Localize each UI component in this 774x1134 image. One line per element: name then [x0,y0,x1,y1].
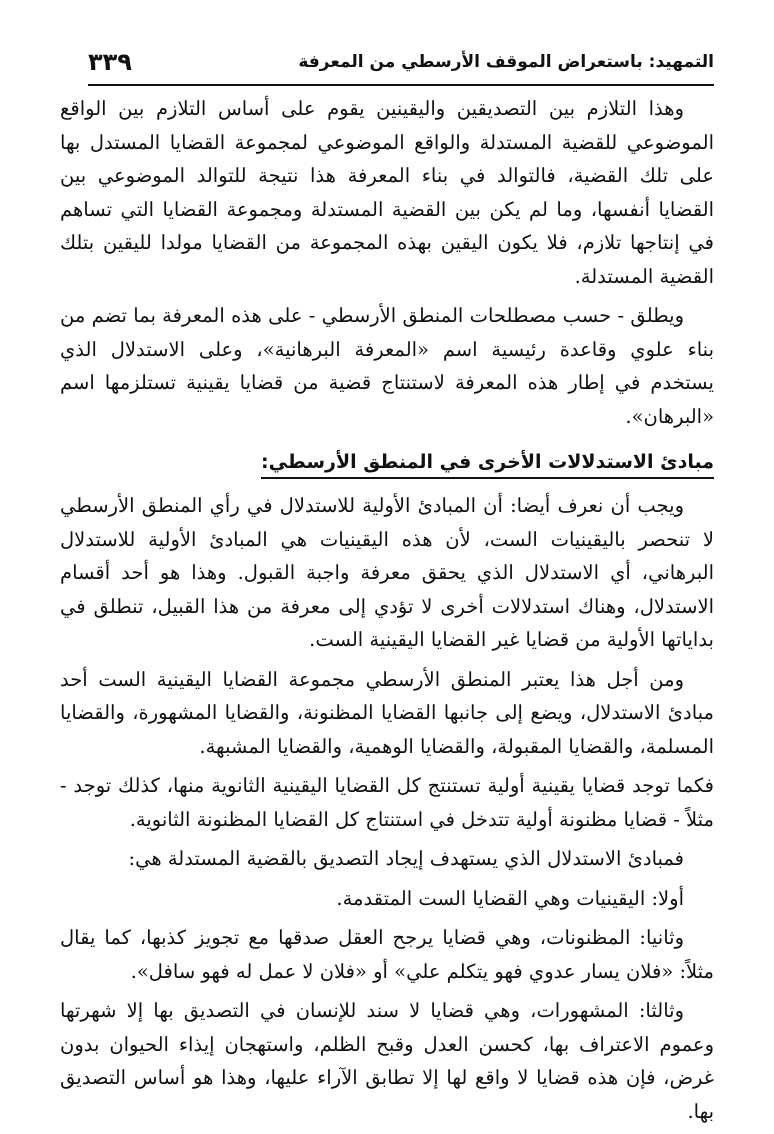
paragraph: فكما توجد قضايا يقينية أولية تستنتج كل القضايا اليقينية الثانوية منها، كذلك توجد - مثلاً - قضايا مظنونة أولية تتدخل في استنتاج كل القضايا المظنونة الثانوية. [60,774,714,831]
section-heading-wrapper [60,439,714,489]
running-header [88,40,714,86]
page-number: ٣٣٩ [88,48,132,76]
paragraph: ومن أجل هذا يعتبر المنطق الأرسطي مجموعة القضايا اليقينية الست أحد مبادئ الاستدلال، ويضع إلى جانبها القضايا المظنونة، والقضايا المشهورة، والقضايا المسلمة، والقضايا المقبولة، والقضايا الوهمية، والقضايا المشبهة. [60,667,714,758]
section-heading: مبادئ الاستدلالات الأخرى في المنطق الأرسطي: [261,447,714,479]
paragraph: وهذا التلازم بين التصديقين واليقينين يقوم على أساس التلازم بين الواقع الموضوعي للقضية المستدلة والواقع الموضوعي لمجموعة القضايا المستدل بها على تلك القضية، فالتوالد في بناء المعرفة هذا نتيجة للتوالد الموضوعي بين القضايا أنفسها، وما لم يكن بين القضية المستدلة ومجموعة القضايا التي تساهم في إنتاجها تلازم، فلا يكون اليقين بهذه المجموعة من القضايا مولدا لليقين بتلك القضية المستدلة. [60,97,714,288]
page-body [60,92,714,1134]
paragraph: ويطلق - حسب مصطلحات المنطق الأرسطي - على هذه المعرفة بما تضم من بناء علوي وقاعدة رئيسية اسم «المعرفة البرهانية»، وعلى الاستدلال الذي يستخدم في إطار هذه المعرفة لاستنتاج قضية من قضايا يقينية تستلزمها اسم «البرهان». [60,304,714,428]
paragraph: وثانيا: المظنونات، وهي قضايا يرجح العقل صدقها مع تجويز كذبها، كما يقال مثلاً: «فلان يسار عدوي فهو يتكلم علي» أو «فلان لا عمل له فهو سافل». [60,926,714,983]
paragraph: أولا: اليقينيات وهي القضايا الست المتقدمة. [336,886,684,910]
paragraph: فمبادئ الاستدلال الذي يستهدف إيجاد التصديق بالقضية المستدلة هي: [128,847,684,870]
paragraph: وثالثا: المشهورات، وهي قضايا لا سند للإنسان في التصديق بها إلا شهرتها وعموم الاعتراف بها، كحسن العدل وقبح الظلم، واستهجان إيذاء الحيوان بدون غرض، فإن هذه قضايا لا واقع لها إلا تطابق الآراء عليها، وهذا هو أساس التصديق بها. [60,999,714,1123]
paragraph: ويجب أن نعرف أيضا: أن المبادئ الأولية للاستدلال في رأي المنطق الأرسطي لا تنحصر باليقينيات الست، لأن هذه اليقينيات هي المبادئ الأولية للاستدلال البرهاني، أي الاستدلال الذي يحقق معرفة واجبة القبول. وهذا هو أحد أقسام الاستدلال، وهناك استدلالات أخرى لا تؤدي إلى معرفة من هذا القبيل، تنطلق في بداياتها الأولية من قضايا غير القضايا اليقينية الست. [60,494,714,651]
running-header-title: التمهيد: باستعراض الموقف الأرسطي من المعرفة [298,52,714,72]
